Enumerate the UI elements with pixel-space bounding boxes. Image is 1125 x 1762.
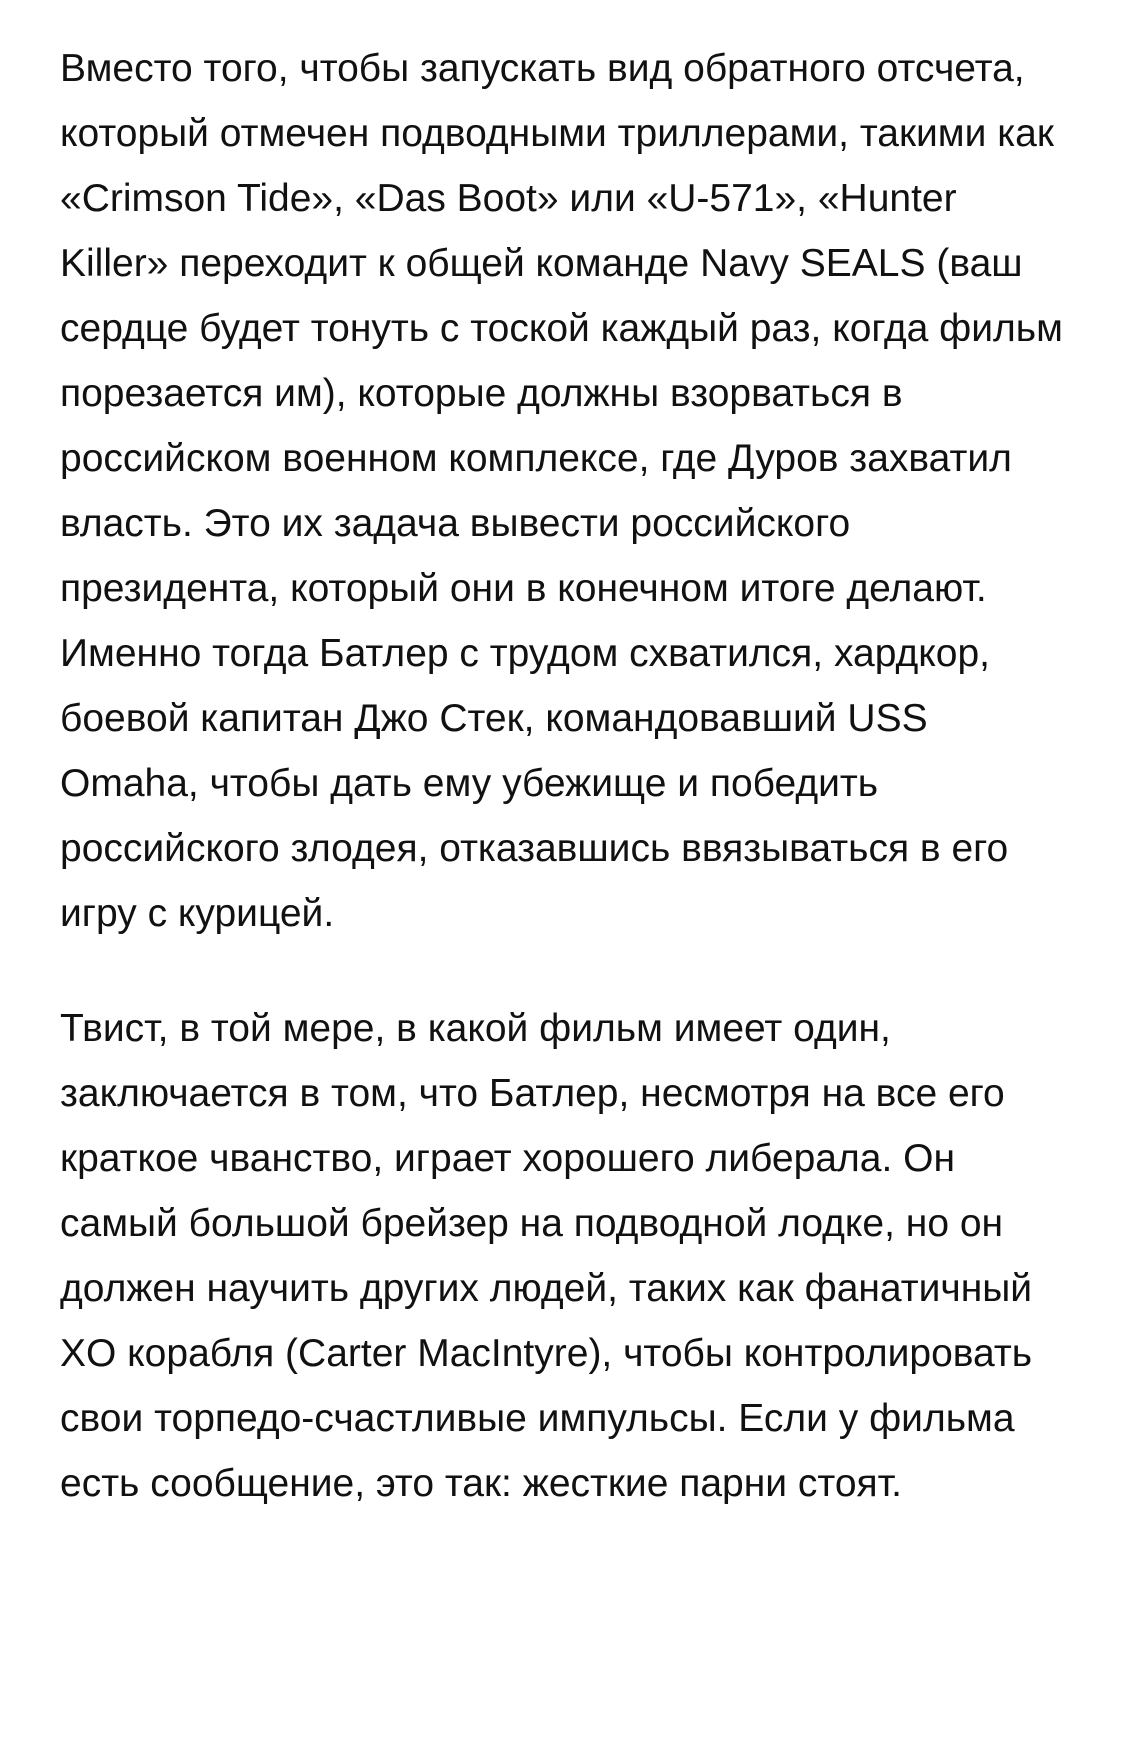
article-paragraph: Твист, в той мере, в какой фильм имеет один, заключается в том, что Батлер, несмотря на все его краткое чванство, играет хорошего либерала. Он самый большой брейзер на подводной лодке, но он должен научить других людей, таких как фанатичный XO корабля (Carter MacIntyre), чтобы контролировать свои торпедо-счастливые импульсы. Если у фильма есть сообщение, это так: жесткие парни стоят.: [60, 1007, 1033, 1505]
article-paragraph: Вместо того, чтобы запускать вид обратного отсчета, который отмечен подводными триллерами, такими как «Crimson Tide», «Das Boot» или «U-571», «Hunter Killer» переходит к общей команде Navy SEALS (ваш сердце будет тонуть с тоской каждый раз, когда фильм порезается им), которые должны взорваться в российском военном комплексе, где Дуров захватил власть. Это их задача вывести российского президента, который они в конечном итоге делают. Именно тогда Батлер с трудом схватился, хардкор, боевой капитан Джо Стек, командовавший USS Omaha, чтобы дать ему убежище и победить российского злодея, отказавшись ввязываться в его игру с курицей.: [60, 47, 1063, 935]
